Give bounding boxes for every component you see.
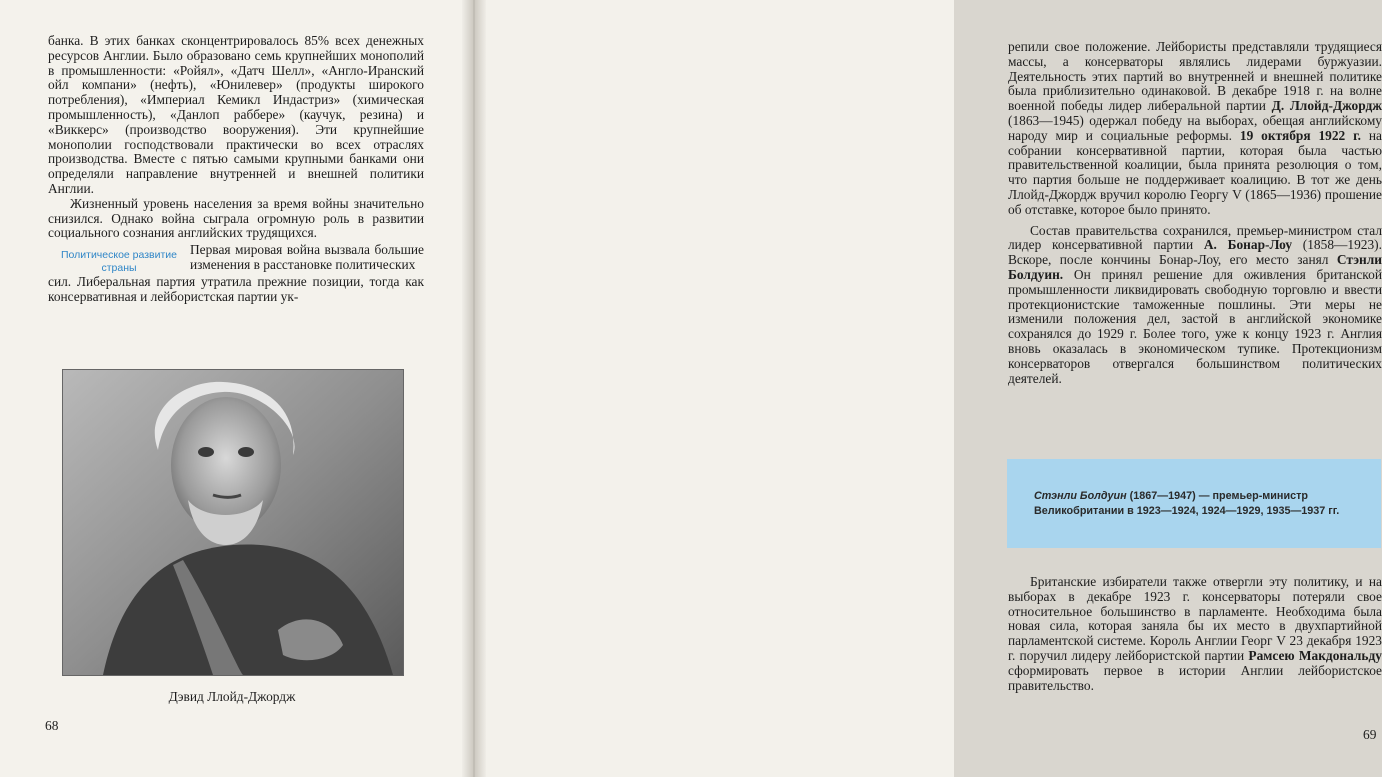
biography-box — [1007, 459, 1381, 548]
text-run: (1858—1923). Вскоре, после кончины Бонар-Лоу, его место занял — [1008, 237, 1382, 268]
page-number: 69 — [1363, 727, 1377, 742]
bio-details: (1867—1947) — премьер-министр Великобритании в 1923—1924, 1924—1929, 1935—1937 гг. — [1034, 489, 1340, 517]
text-run: Британские избиратели также отвергли эту политику, и на выборах в декабре 1923 г. консерваторы потеряли свое относительное большинство в парламенте. Необходима была новая сила, которая заняла бы их место в двухпартийной парламентской системе. Король Англии Георг V 23 декабря 1923 г. поручил лидеру лейбористской партии — [1008, 574, 1382, 663]
paragraph: Жизненный уровень населения за время войны значительно снизился. Однако война сыграла огромную роль в развитии социального сознания английских трудящихся. — [48, 195, 424, 241]
right-text-column-lower — [1008, 575, 1382, 693]
bold-name: А. Бонар-Лоу — [1203, 237, 1293, 253]
section-start — [48, 243, 424, 275]
right-text-column — [1008, 40, 1382, 386]
portrait-photo — [62, 369, 404, 676]
bold-name: Д. Ллойд-Джордж — [1271, 98, 1382, 114]
text-run: сформировать первое в истории Англии лейбористское правительство. — [1008, 662, 1382, 693]
text-run: Он принял решение для оживления британской промышленности ликвидировать свободную торговлю и ввести протекционистские таможенные пошлины. Эти меры не изменили положения дел, застой в английской экономике сохранялся до 1929 г. Более того, уже к концу 1923 г. Англия вновь оказалась в экономическом тупике. Протекционизм консерваторов отвергался большинством политических деятелей. — [1008, 266, 1382, 386]
text-run: репили свое положение. Лейбористы представляли трудящиеся массы, а консерваторы являлись лидерами буржуазии. Деятельность этих партий во внутренней и внешней политике была приблизительно одинаковой. В декабре 1918 г. на волне военной победы лидер либеральной партии — [1008, 39, 1382, 114]
text-run: Состав правительства сохранился, премьер-министром стал лидер консервативной партии — [1008, 222, 1382, 253]
section-text-cont: сил. Либеральная партия утратила прежние позиции, тогда как консервативная и лейбористская партии ук- — [48, 274, 424, 304]
book-gutter — [462, 0, 486, 777]
bold-name: Рамсею Макдональду — [1248, 647, 1382, 663]
text-run: (1863—1945) одержал победу на выборах, обещая английскому народу мир и социальные реформы. — [1008, 112, 1382, 143]
paragraph — [1008, 40, 1382, 218]
side-heading: Политическое развитие страны — [60, 249, 178, 275]
bio-name: Стэнли Болдуин — [1034, 489, 1127, 502]
biography-text — [1034, 489, 1354, 519]
paragraph — [1008, 224, 1382, 387]
paragraph: банка. В этих банках сконцентрировалось 85% всех денежных ресурсов Англии. Было образовано семь крупнейших монополий в промышленности: «Ройял», «Датч Шелл», «Англо-Иранский ойл компани» (нефть), «Юнилевер» (продукты широкого потребления), «Империал Кемикл Индастриз» (химическая промышленность), «Данлоп раббере» (каучук, резина) и «Виккерс» (производство вооружения). Эти крупнейшие монополии господствовали практически во всех отраслях производства. Вместе с пятью самыми крупными банками они определяли направление внутренней и внешней политики Англии. — [48, 33, 424, 196]
section-text-first: Первая мировая война вызвала большие изменения в расстановке политических — [190, 242, 424, 272]
left-text-column — [48, 34, 424, 305]
text-run: на собрании консервативной партии, которая была частью правительственной коалиции, была принята резолюция о том, что партия больше не поддерживает коалицию. В тот же день Ллойд-Джордж вручил королю Георгу V (1865—1936) прошение об отставке, которое было принято. — [1008, 127, 1382, 217]
bold-name: Стэнли Болдуин. — [1008, 252, 1382, 282]
photo-caption: Дэвид Ллойд-Джордж — [168, 689, 296, 704]
left-page — [0, 0, 474, 777]
page-number: 68 — [45, 718, 59, 733]
right-page — [478, 0, 1382, 777]
bold-date: 19 октября 1922 г. — [1239, 127, 1362, 143]
portrait-illustration — [63, 370, 403, 675]
paragraph — [1008, 575, 1382, 693]
